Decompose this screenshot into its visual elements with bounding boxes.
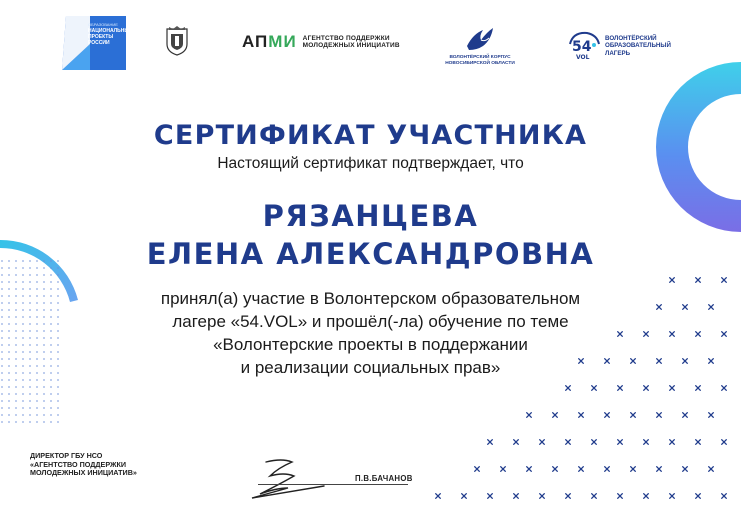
cross-mark	[553, 413, 558, 418]
cross-mark	[605, 467, 610, 472]
vol-camp-logo	[567, 30, 671, 62]
signature-line	[258, 484, 408, 485]
cross-mark	[527, 413, 532, 418]
cross-mark	[683, 413, 688, 418]
cross-mark	[631, 467, 636, 472]
sig-title-line3: МОЛОДЕЖНЫХ ИНИЦИАТИВ»	[30, 468, 137, 478]
cross-mark	[618, 386, 623, 391]
np-line4: РОССИИ	[88, 40, 110, 46]
body-line1: принял(а) участие в Волонтерском образовательном	[160, 289, 581, 308]
cross-mark	[696, 440, 701, 445]
cross-mark	[514, 440, 519, 445]
sig-title-line2: «АГЕНТСТВО ПОДДЕРЖКИ	[30, 459, 127, 469]
cross-mark	[631, 413, 636, 418]
coat-of-arms-icon	[165, 26, 189, 56]
cross-mark	[540, 494, 545, 499]
cross-mark	[657, 467, 662, 472]
certificate-title: СЕРТИФИКАТ УЧАСТНИКА	[153, 120, 588, 151]
vol-line2: ОБРАЗОВАТЕЛЬНЫЙ	[605, 42, 671, 50]
signatory-name: П.В.БАЧАНОВ	[355, 474, 413, 483]
handwritten-signature	[248, 454, 330, 504]
cross-mark	[592, 440, 597, 445]
cross-mark	[488, 494, 493, 499]
cross-mark	[670, 386, 675, 391]
body-line3: «Волонтерские проекты в поддержании	[213, 335, 528, 354]
cross-mark	[566, 440, 571, 445]
cross-mark	[644, 494, 649, 499]
cross-mark	[592, 494, 597, 499]
body-line4: и реализации социальных прав»	[240, 358, 501, 377]
cross-mark	[618, 494, 623, 499]
cross-mark	[553, 467, 558, 472]
cross-mark	[488, 440, 493, 445]
cross-mark	[683, 467, 688, 472]
vol-mark: VOL	[576, 54, 590, 61]
cross-mark	[722, 386, 727, 391]
cross-mark	[657, 413, 662, 418]
cross-mark	[722, 278, 727, 283]
cross-mark	[644, 386, 649, 391]
sig-title-line1: ДИРЕКТОР ГБУ НСО	[30, 451, 103, 460]
cross-mark	[644, 440, 649, 445]
cross-mark	[696, 494, 701, 499]
cross-mark	[722, 494, 727, 499]
national-projects-logo	[60, 14, 142, 72]
apmi-mark-left: АП	[242, 32, 269, 51]
apmi-mark-right: МИ	[268, 32, 297, 51]
np-line3: ПРОЕКТЫ	[88, 34, 114, 40]
cross-mark	[722, 440, 727, 445]
cross-mark	[709, 467, 714, 472]
cross-mark	[501, 467, 506, 472]
cross-mark	[618, 440, 623, 445]
cross-mark	[540, 440, 545, 445]
cross-mark	[436, 494, 441, 499]
cross-mark	[709, 413, 714, 418]
certificate-body	[0, 287, 741, 379]
np-line2: НАЦИОНАЛЬНЫЕ	[88, 28, 133, 34]
certificate-subtitle: Настоящий сертификат подтверждает, что	[217, 155, 524, 172]
cross-mark	[527, 467, 532, 472]
vol-line3: ЛАГЕРЬ	[605, 49, 631, 57]
signatory-title	[30, 452, 137, 478]
cross-mark	[514, 494, 519, 499]
logos-row	[0, 0, 741, 80]
vol-line1: ВОЛОНТЁРСКИЙ	[605, 35, 657, 43]
cross-mark	[696, 386, 701, 391]
corps-line2: НОВОСИБИРСКОЙ ОБЛАСТИ	[445, 60, 515, 66]
recipient-surname: РЯЗАНЦЕВА	[262, 199, 479, 233]
apmi-logo	[242, 32, 400, 52]
apmi-sub-line1: АГЕНТСТВО ПОДДЕРЖКИ	[302, 34, 390, 42]
apmi-sub-line2: МОЛОДЕЖНЫХ ИНИЦИАТИВ	[302, 42, 400, 49]
cross-mark	[670, 278, 675, 283]
body-line2: лагере «54.VOL» и прошёл(-ла) обучение по теме	[172, 312, 569, 331]
cross-mark	[462, 494, 467, 499]
corps-line1: ВОЛОНТЁРСКИЙ КОРПУС	[449, 55, 511, 60]
recipient-given-names: ЕЛЕНА АЛЕКСАНДРОВНА	[146, 237, 595, 271]
cross-mark	[566, 494, 571, 499]
cross-mark	[696, 278, 701, 283]
cross-mark	[566, 386, 571, 391]
cross-mark	[670, 440, 675, 445]
cross-mark	[475, 467, 480, 472]
cross-mark	[605, 413, 610, 418]
volunteer-corps-logo	[432, 24, 528, 66]
vol-number: 54	[572, 39, 592, 55]
cross-mark	[579, 467, 584, 472]
cross-mark	[670, 494, 675, 499]
vol-emblem-icon	[567, 30, 601, 62]
cross-mark	[579, 413, 584, 418]
np-line1: ОБРАЗОВАНИЕ	[88, 22, 118, 27]
cross-mark	[592, 386, 597, 391]
dove-icon	[463, 24, 497, 54]
